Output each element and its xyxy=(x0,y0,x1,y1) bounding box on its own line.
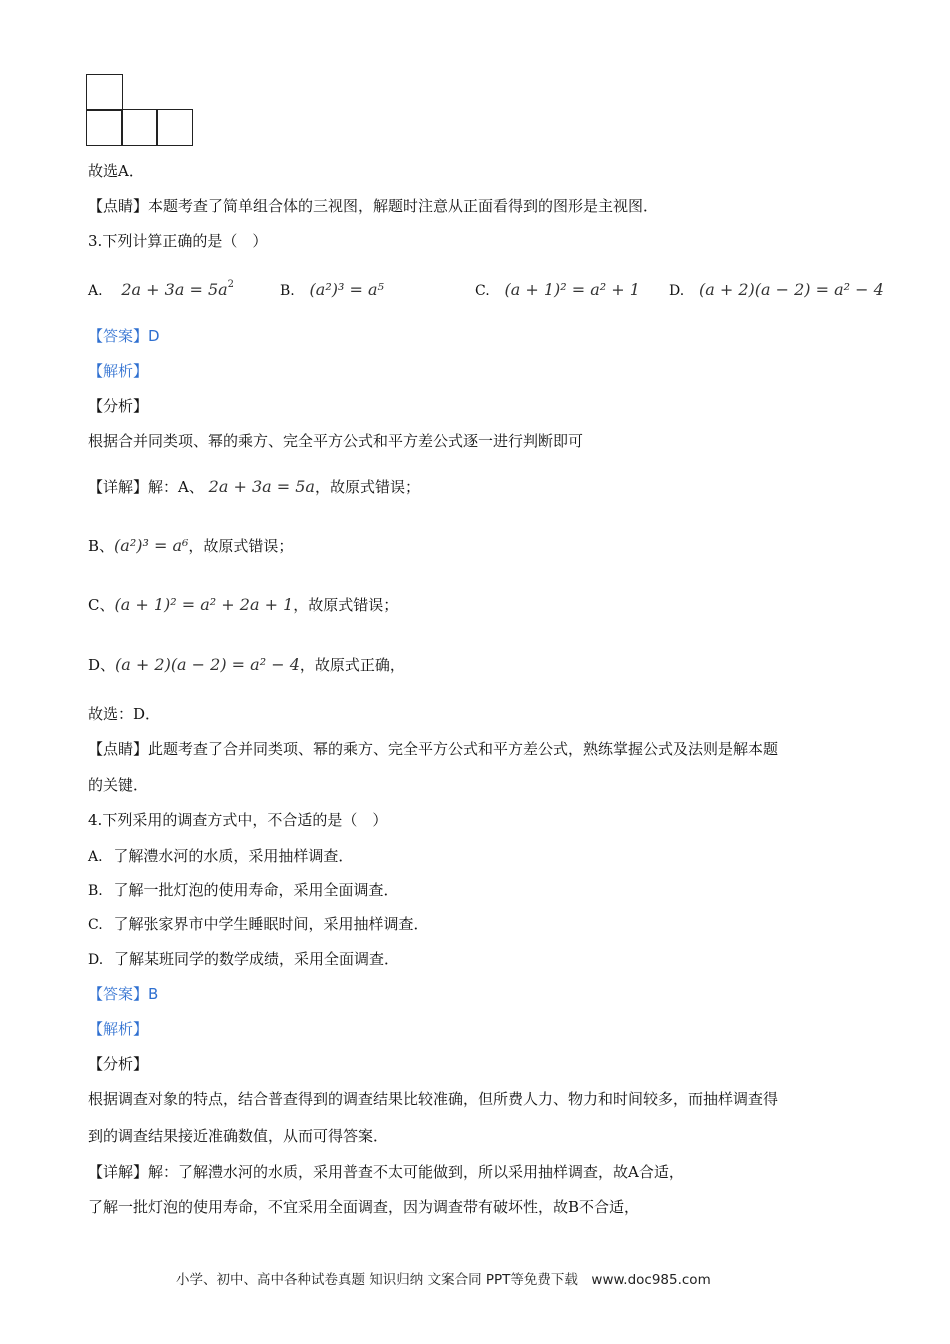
q4-detail-line1: 【详解】解：了解澧水河的水质，采用普查不太可能做到，所以采用抽样调查，故A合适， xyxy=(88,1163,684,1181)
q3-tip-line2: 的关键． xyxy=(88,776,149,794)
q3-detail-d: D、(a + 2)(a − 2) = a² − 4，故原式正确， xyxy=(88,655,405,674)
q4-analysis-tag: 【解析】 xyxy=(88,1020,149,1038)
q3-fenxi: 根据合并同类项、幂的乘方、完全平方公式和平方差公式逐一进行判断即可 xyxy=(88,432,584,450)
answer-tag: 【答案】 xyxy=(88,327,149,345)
option-math: $2a + 3a = 5a^2$ xyxy=(121,279,235,299)
option-math: (a + 2)(a − 2) = a² − 4 xyxy=(698,280,884,299)
q3-detail-c: C、(a + 1)² = a² + 2a + 1，故原式错误； xyxy=(88,595,399,614)
q3-option-d xyxy=(669,280,884,301)
q4-option-b: B. 了解一批灯泡的使用寿命，采用全面调查． xyxy=(88,881,399,899)
q3-option-b xyxy=(280,280,384,301)
page-footer: 小学、初中、高中各种试卷真题 知识归纳 文案合同 PPT等免费下载 www.doc985.com xyxy=(176,1272,711,1288)
q3-fenxi-tag: 【分析】 xyxy=(88,397,149,415)
figure-bottom-square-1 xyxy=(86,109,123,146)
q4-fenxi-line1: 根据调查对象的特点，结合普查得到的调查结果比较准确，但所费人力、物力和时间较多，而抽样调查得 xyxy=(88,1090,779,1108)
option-math: (a²)³ = a⁵ xyxy=(309,280,384,299)
q2-conclusion: 故选A． xyxy=(88,162,144,180)
answer-tag: 【答案】 xyxy=(88,985,149,1003)
figure-bottom-square-2 xyxy=(121,109,158,146)
q3-stem-text: 下列计算正确的是（ ） xyxy=(102,232,268,250)
answer-value: B xyxy=(148,985,159,1003)
q3-option-a xyxy=(88,280,234,301)
option-letter: A. xyxy=(88,283,103,299)
detail-tag: 【详解】 xyxy=(88,478,149,496)
q4-fenxi-tag: 【分析】 xyxy=(88,1055,149,1073)
tip-text: 本题考查了简单组合体的三视图，解题时注意从正面看得到的图形是主视图． xyxy=(148,197,659,215)
q4-option-d: D. 了解某班同学的数学成绩，采用全面调查． xyxy=(88,950,399,968)
option-letter: B. xyxy=(280,283,295,299)
q3-conclusion: 故选：D． xyxy=(88,705,161,723)
detail-math: 2a + 3a = 5a xyxy=(208,477,315,496)
q4-detail-line2: 了解一批灯泡的使用寿命，不宜采用全面调查，因为调查带有破坏性，故B不合适， xyxy=(88,1198,640,1216)
q4-answer xyxy=(88,984,158,1004)
answer-value: D xyxy=(148,327,160,345)
q4-option-c: C. 了解张家界市中学生睡眠时间，采用抽样调查． xyxy=(88,915,429,933)
q3-detail-a: 【详解】解：A、 2a + 3a = 5a，故原式错误； xyxy=(88,477,420,496)
detail-math: (a + 2)(a − 2) = a² − 4 xyxy=(115,655,300,674)
q3-stem xyxy=(88,231,267,251)
q4-stem xyxy=(88,810,387,830)
option-math: (a + 1)² = a² + 1 xyxy=(504,280,640,299)
q3-option-c xyxy=(475,280,640,301)
q3-number: 3. xyxy=(88,232,103,250)
q4-option-a: A. 了解澧水河的水质，采用抽样调查． xyxy=(88,847,354,865)
figure-bottom-square-3 xyxy=(156,109,193,146)
q3-answer xyxy=(88,326,160,346)
q3-analysis-tag: 【解析】 xyxy=(88,362,149,380)
tip-tag: 【点睛】 xyxy=(88,740,149,758)
detail-math: (a + 1)² = a² + 2a + 1 xyxy=(114,595,294,614)
detail-tag: 【详解】 xyxy=(88,1163,149,1181)
option-letter: D. xyxy=(669,283,685,299)
three-view-figure xyxy=(86,74,194,146)
q4-number: 4. xyxy=(88,811,103,829)
q4-stem-text: 下列采用的调查方式中，不合适的是（ ） xyxy=(102,811,388,829)
figure-top-square xyxy=(86,74,123,111)
q3-tip-line1: 【点睛】此题考查了合并同类项、幂的乘方、完全平方公式和平方差公式，熟练掌握公式及法则是解本题 xyxy=(88,740,779,758)
q3-detail-b: B、(a²)³ = a⁶，故原式错误； xyxy=(88,536,294,555)
q2-tip xyxy=(88,196,658,216)
detail-math: (a²)³ = a⁶ xyxy=(114,536,189,555)
q4-fenxi-line2: 到的调查结果接近准确数值，从而可得答案． xyxy=(88,1127,389,1145)
option-letter: C. xyxy=(475,283,490,299)
tip-tag: 【点睛】 xyxy=(88,197,149,215)
